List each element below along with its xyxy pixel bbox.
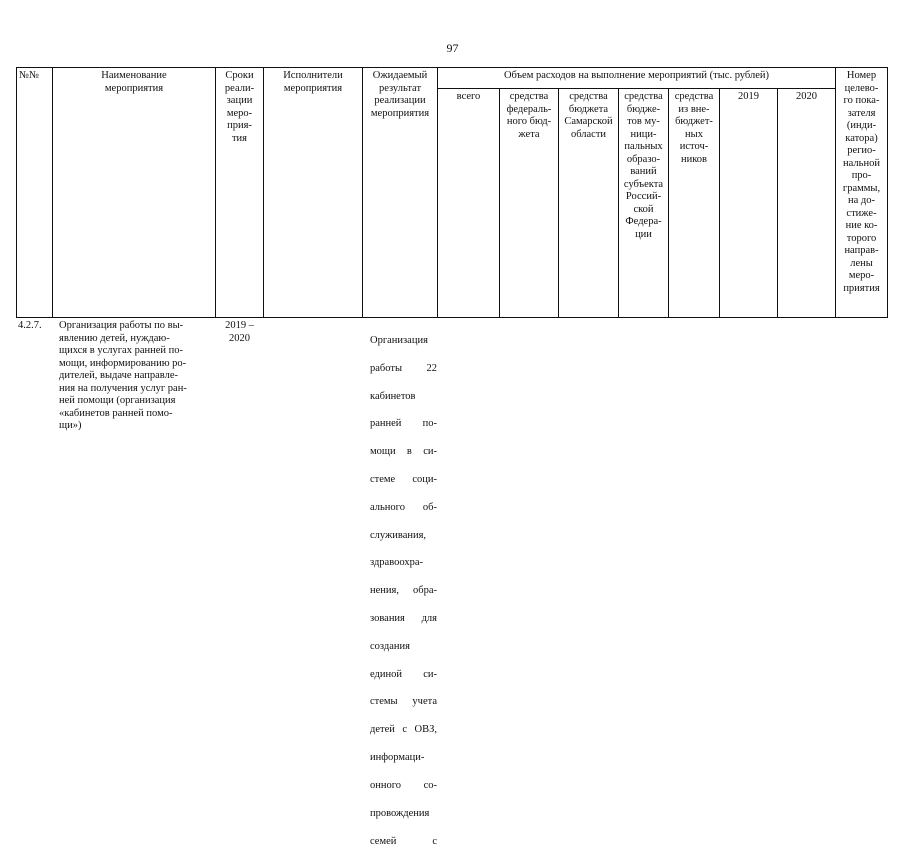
header-federal-budget: средства федераль- ного бюд- жета <box>499 88 559 318</box>
expected-line: провождения <box>370 807 430 819</box>
header-year-2020: 2020 <box>777 88 836 318</box>
row-number: 4.2.7. <box>18 320 42 331</box>
row-expected-result <box>370 320 437 862</box>
expected-line: детей с ОВЗ, <box>370 724 437 736</box>
expected-line: нения, обра- <box>370 585 437 597</box>
expected-line: информаци- <box>370 752 425 764</box>
row-activity-name: Организация работы по вы- явлению детей, нуждаю- щихся в услугах ранней по- мощи, информированию ро- дителей, выдаче направле- ния на получения услуг ран- ней помощи (организация «кабинетов ранней помо- щи») <box>59 320 187 431</box>
expected-line: ального об- <box>370 501 437 513</box>
expected-line: мощи в си- <box>370 446 437 458</box>
expected-line: онного со- <box>370 779 437 791</box>
header-extrabudgetary: средства из вне- бюджет- ных источ- ников <box>668 88 720 318</box>
header-total: всего <box>437 88 500 318</box>
header-regional-budget: средства бюджета Самарской области <box>558 88 619 318</box>
expected-line: служивания, <box>370 529 427 541</box>
expected-line: стемы учета <box>370 696 437 708</box>
expected-line: зования для <box>370 613 437 625</box>
expected-line: Организация <box>370 334 428 346</box>
expected-line: кабинетов <box>370 390 416 402</box>
expected-line: единой си- <box>370 668 437 680</box>
row-terms: 2019 – 2020 <box>225 320 254 344</box>
header-expenses-group: Объем расходов на выполнение мероприятий (тыс. рублей) <box>437 67 836 89</box>
header-indicator-number: Номер целево- го пока- зателя (инди- катора) регио- нальной про- граммы, на до- стиже- ние ко- торого направ- лены меро- приятия <box>835 67 888 318</box>
expected-line: стеме соци- <box>370 473 437 485</box>
header-terms: Сроки реали- зации меро- прия- тия <box>215 67 264 318</box>
header-expected-result: Ожидаемый результат реализации мероприятия <box>362 67 438 318</box>
expected-line: ранней по- <box>370 418 437 430</box>
expected-line: работы 22 <box>370 362 437 374</box>
page-number: 97 <box>446 41 459 55</box>
expected-line: здравоохра- <box>370 557 423 569</box>
header-number: №№ <box>16 67 53 318</box>
expected-line: создания <box>370 640 410 652</box>
header-executors: Исполнители мероприятия <box>263 67 363 318</box>
header-municipal-budget: средства бюдже- тов му- ници- пальных образо- ваний субъекта Россий- ской Федера- ции <box>618 88 669 318</box>
expected-line: семей с <box>370 835 437 847</box>
header-activity-name: Наименование мероприятия <box>52 67 216 318</box>
header-year-2019: 2019 <box>719 88 778 318</box>
